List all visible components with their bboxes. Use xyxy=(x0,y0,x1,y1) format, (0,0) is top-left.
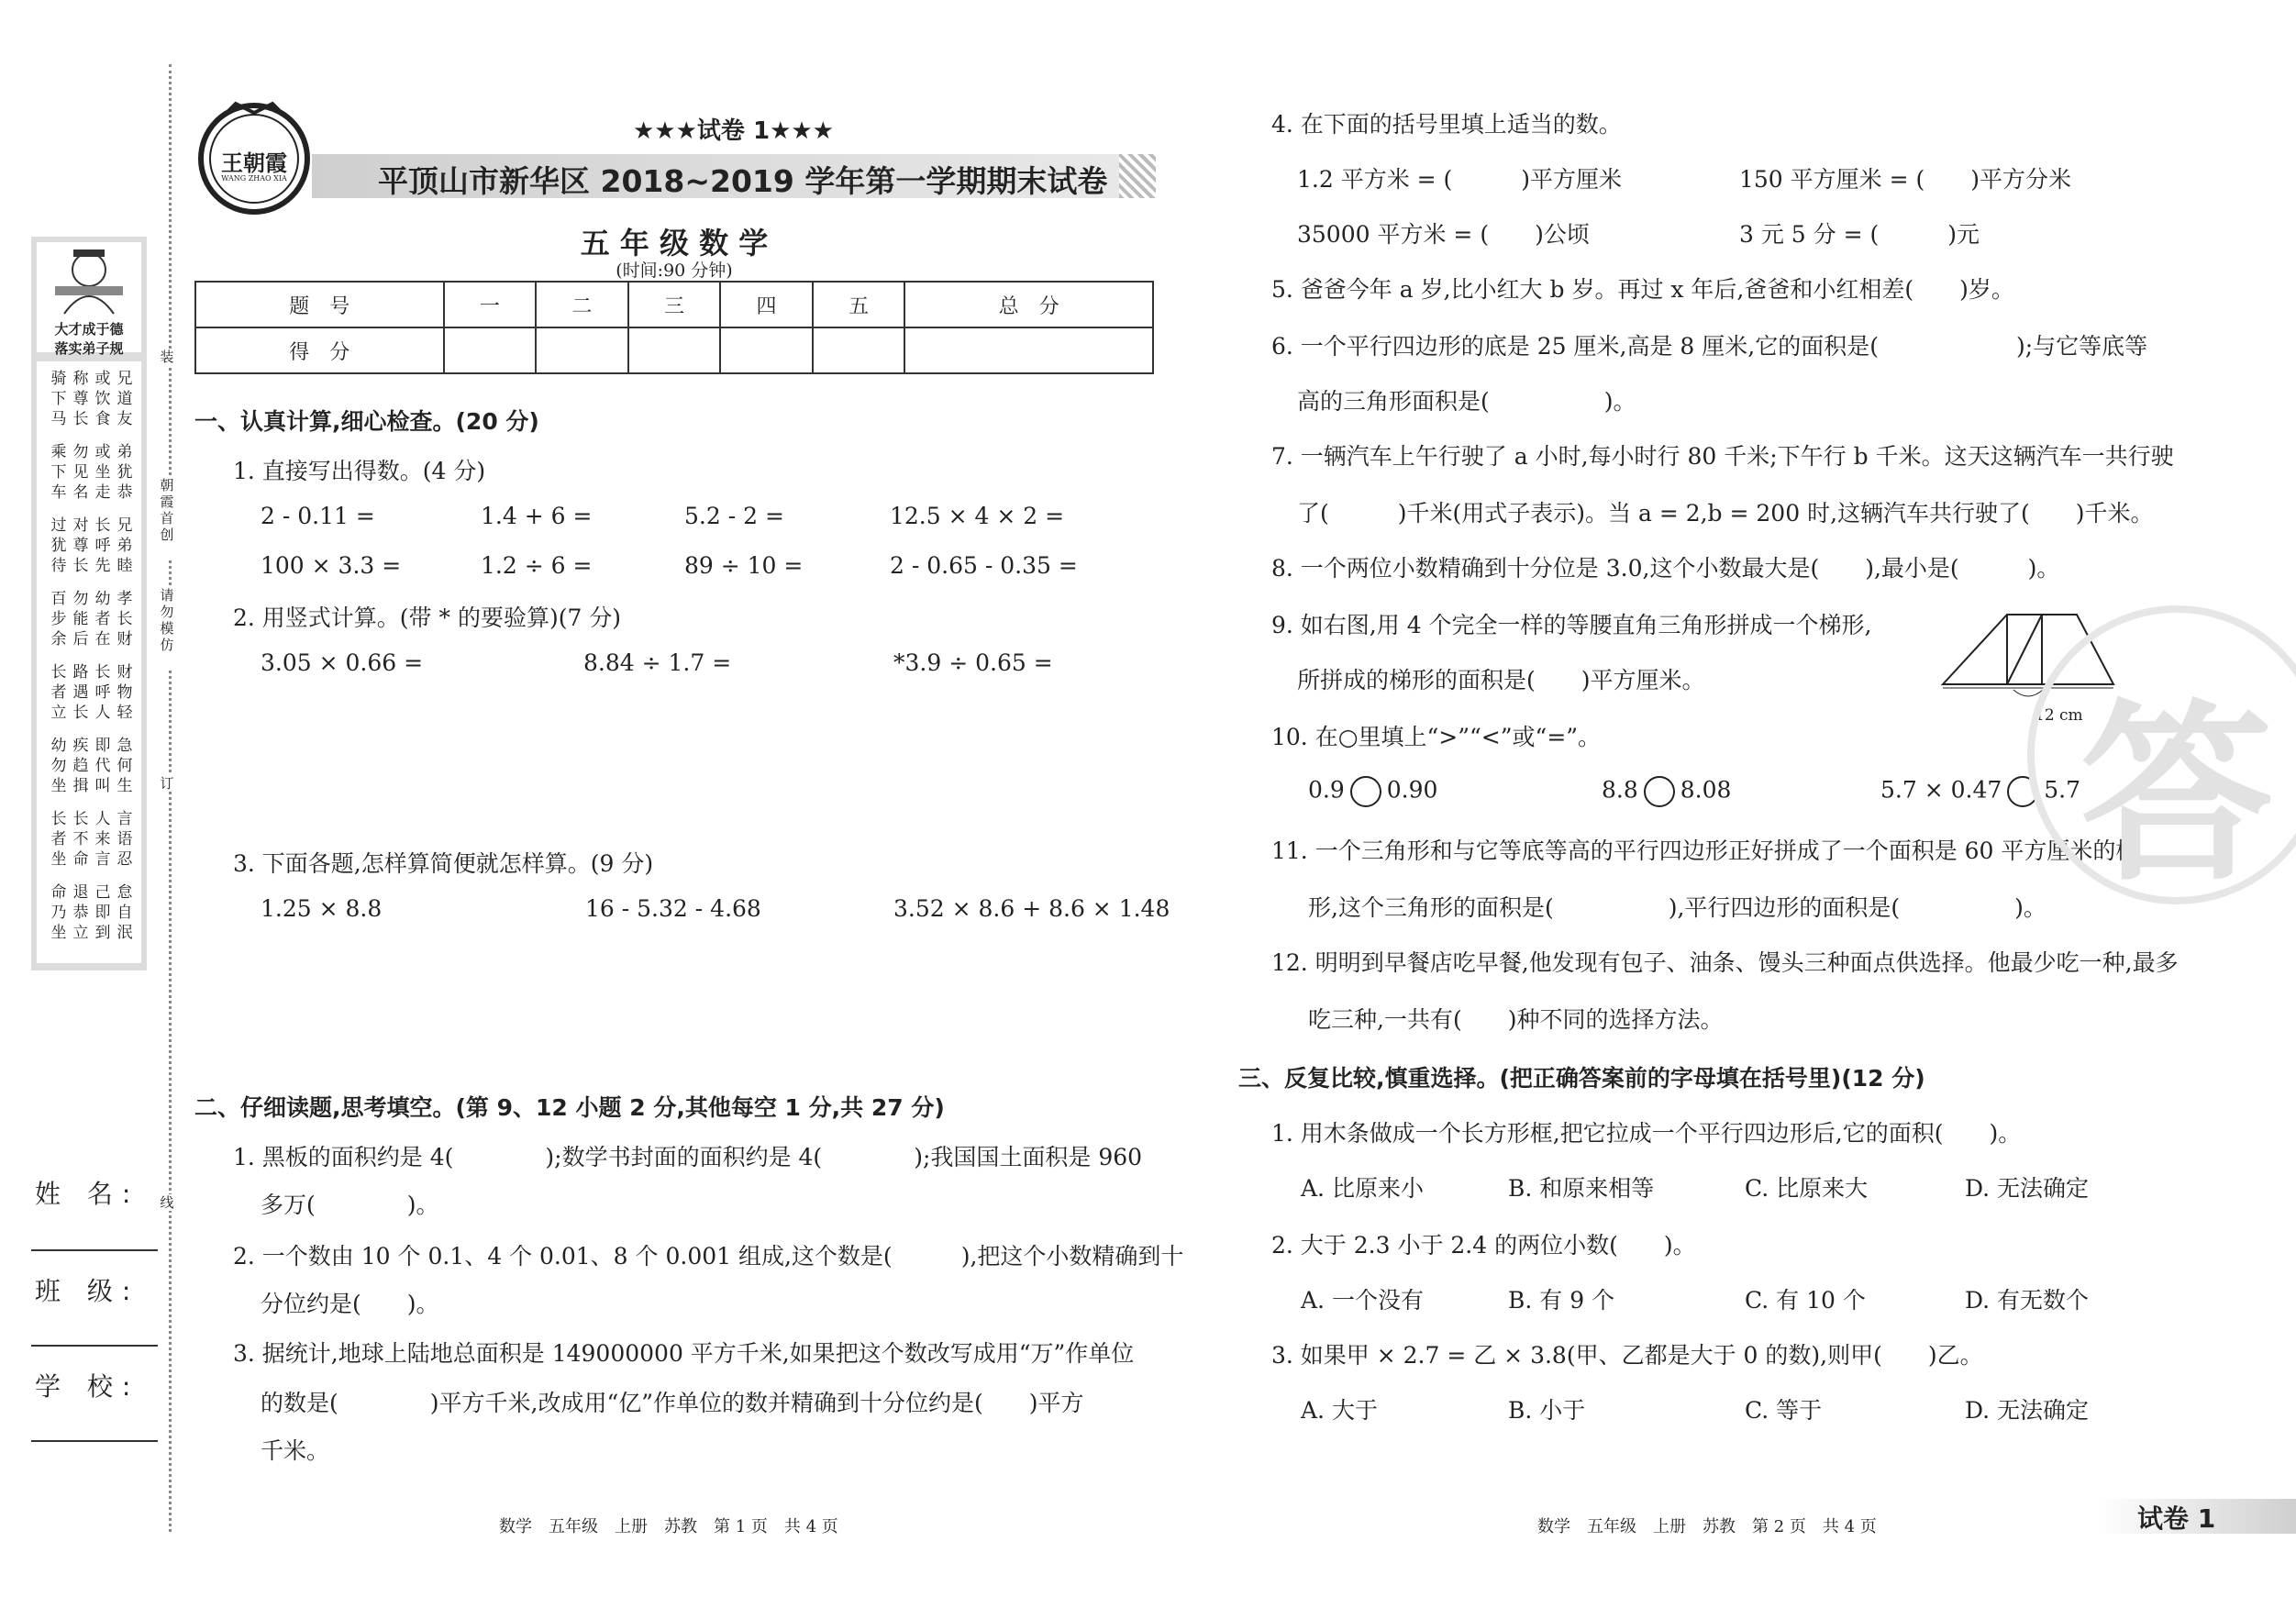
compare-circle[interactable] xyxy=(1350,776,1381,807)
s2-q11b: 形,这个三角形的面积是( ),平行四边形的面积是( )。 xyxy=(1308,894,2046,921)
s3-q2-option[interactable]: C. 有 10 个 xyxy=(1745,1287,1866,1314)
s2-q6b: 高的三角形面积是( )。 xyxy=(1297,388,1636,415)
score-table-header-row xyxy=(195,282,1153,327)
s2-q10-item xyxy=(1308,776,1437,807)
s1-q1-item: 2 - 0.11 = xyxy=(261,503,375,529)
s2-line: 3. 据统计,地球上陆地总面积是 149000000 平方千米,如果把这个数改写成用“万”作单位 xyxy=(233,1340,1135,1367)
score-table xyxy=(194,281,1154,374)
sidebar-rules-panel xyxy=(31,237,147,970)
s2-q4: 4. 在下面的括号里填上适当的数。 xyxy=(1271,111,1622,138)
s3-q3: 3. 如果甲 × 2.7 = 乙 × 3.8(甲、乙都是大于 0 的数),则甲( )乙。 xyxy=(1271,1342,1983,1369)
s2-line: 分位约是( )。 xyxy=(261,1291,439,1317)
brand-logo-sub: WANG ZHAO XIA xyxy=(221,174,287,183)
s3-q2: 2. 大于 2.3 小于 2.4 的两位小数( )。 xyxy=(1271,1232,1696,1259)
score-header-cell: 题 号 xyxy=(195,282,444,327)
score-header-cell: 三 xyxy=(628,282,721,327)
compare-circle[interactable] xyxy=(1644,776,1675,807)
score-row-label: 得 分 xyxy=(195,327,444,373)
rule-column: 言语忍 xyxy=(116,810,133,869)
watermark-stamp xyxy=(2027,605,2296,907)
s2-q12b: 吃三种,一共有( )种不同的选择方法。 xyxy=(1308,1006,1724,1033)
compare-right: 8.08 xyxy=(1680,776,1732,804)
school-label: 学 校: xyxy=(35,1371,140,1402)
rule-column: 勿见名 xyxy=(72,443,89,502)
s2-q4-item: 150 平方厘米 = ( )平方分米 xyxy=(1739,166,2072,193)
section-2-title: 二、仔细读题,思考填空。(第 9、12 小题 2 分,其他每空 1 分,共 27 分) xyxy=(194,1094,945,1121)
rule-column: 路遇长 xyxy=(72,663,89,722)
rule-column: 人来言 xyxy=(94,810,111,869)
watermark-text: 答 xyxy=(2080,682,2273,907)
s2-q5: 5. 爸爸今年 a 岁,比小红大 b 岁。再过 x 年后,爸爸和小红相差( )岁。 xyxy=(1271,276,2014,303)
compare-right: 0.90 xyxy=(1386,776,1438,804)
scholar-illustration xyxy=(37,242,141,357)
rule-column: 孝长财 xyxy=(116,590,133,649)
s3-q1-option[interactable]: C. 比原来大 xyxy=(1745,1175,1869,1202)
exam-title: 平顶山市新华区 2018~2019 学年第一学期期末试卷 xyxy=(378,163,1108,199)
score-cell[interactable] xyxy=(444,327,537,373)
paper-tag: 试卷 1 xyxy=(2137,1503,2216,1534)
s1-q2-item: 8.84 ÷ 1.7 = xyxy=(583,649,732,676)
rule-column: 兄道友 xyxy=(116,370,133,428)
title-band-pattern xyxy=(1119,154,1156,198)
score-header-cell: 二 xyxy=(536,282,628,327)
s2-q9a: 9. 如右图,用 4 个完全一样的等腰直角三角形拼成一个梯形, xyxy=(1271,612,1872,638)
compare-left: 5.7 × 0.47 xyxy=(1880,776,2002,804)
cut-label-3: 请勿模仿 xyxy=(156,587,178,670)
s1-q3: 3. 下面各题,怎样算简便就怎样算。(9 分) xyxy=(233,850,654,877)
rule-column: 己即到 xyxy=(94,883,111,942)
s3-q1-option[interactable]: B. 和原来相等 xyxy=(1508,1175,1655,1202)
rule-column: 长呼人 xyxy=(94,663,111,722)
s1-q3-item: 3.52 × 8.6 + 8.6 × 1.48 xyxy=(893,895,1170,922)
subject-title: 五 年 级 数 学 xyxy=(580,226,769,261)
rule-column: 百步余 xyxy=(50,590,67,649)
figure-label: 12 cm xyxy=(2035,706,2083,725)
s2-line: 千米。 xyxy=(261,1437,330,1464)
rule-column: 对尊长 xyxy=(72,516,89,575)
rule-column: 骑下马 xyxy=(50,370,67,428)
s3-q2-option[interactable]: A. 一个没有 xyxy=(1301,1287,1424,1314)
rule-column: 称尊长 xyxy=(72,370,89,428)
s3-q2-option[interactable]: D. 有无数个 xyxy=(1965,1287,2090,1314)
s3-q3-option[interactable]: A. 大于 xyxy=(1301,1397,1378,1424)
s1-q2: 2. 用竖式计算。(带 * 的要验算)(7 分) xyxy=(233,604,622,631)
brand-logo-name: 王朝霞 xyxy=(221,150,287,176)
score-cell[interactable] xyxy=(536,327,628,373)
compare-left: 0.9 xyxy=(1308,776,1345,804)
s3-q1-option[interactable]: D. 无法确定 xyxy=(1965,1175,2090,1202)
score-header-cell: 五 xyxy=(813,282,905,327)
rule-column: 长者坐 xyxy=(50,810,67,869)
s2-line: 1. 黑板的面积约是 4( );数学书封面的面积约是 4( );我国国土面积是 960 xyxy=(233,1144,1143,1170)
s2-q10: 10. 在○里填上“>”“<”或“=”。 xyxy=(1271,724,1602,750)
s1-q2-item: *3.9 ÷ 0.65 = xyxy=(893,649,1053,676)
name-line[interactable] xyxy=(31,1249,158,1251)
s1-q1-item: 100 × 3.3 = xyxy=(261,552,402,579)
s3-q3-option[interactable]: B. 小于 xyxy=(1508,1397,1586,1424)
s1-q1: 1. 直接写出得数。(4 分) xyxy=(233,458,486,484)
cut-label-2: 朝霞首创 xyxy=(156,477,178,560)
exam-time: (时间:90 分钟) xyxy=(616,261,733,281)
s2-line: 2. 一个数由 10 个 0.1、4 个 0.01、8 个 0.001 组成,这个数是( ),把这个小数精确到十 xyxy=(233,1243,1184,1270)
footer-left: 数学 五年级 上册 苏教 第 1 页 共 4 页 xyxy=(499,1517,838,1536)
rule-column: 或坐走 xyxy=(94,443,111,502)
rule-column: 兄弟睦 xyxy=(116,516,133,575)
score-header-cell: 总 分 xyxy=(904,282,1153,327)
s2-q11a: 11. 一个三角形和与它等底等高的平行四边形正好拼成了一个面积是 60 平方厘米的梯 xyxy=(1271,837,2139,864)
rule-column: 过犹待 xyxy=(50,516,67,575)
rule-column: 命乃坐 xyxy=(50,883,67,942)
name-label: 姓 名: xyxy=(35,1179,140,1209)
s2-q7b: 了( )千米(用式子表示)。当 a = 2,b = 200 时,这辆汽车共行驶了( )千米。 xyxy=(1297,500,2154,527)
school-line[interactable] xyxy=(31,1440,158,1442)
s3-q2-option[interactable]: B. 有 9 个 xyxy=(1508,1287,1615,1314)
section-3-title: 三、反复比较,慎重选择。(把正确答案前的字母填在括号里)(12 分) xyxy=(1238,1065,1925,1092)
rule-column: 幼勿坐 xyxy=(50,737,67,795)
score-cell[interactable] xyxy=(904,327,1153,373)
s1-q1-item: 1.2 ÷ 6 = xyxy=(481,552,593,579)
s3-q3-option[interactable]: D. 无法确定 xyxy=(1965,1397,2090,1424)
s2-q9b: 所拼成的梯形的面积是( )平方厘米。 xyxy=(1297,667,1705,693)
cut-label-4: 订 xyxy=(156,775,178,792)
rule-column: 长呼先 xyxy=(94,516,111,575)
rule-column: 乘下车 xyxy=(50,443,67,502)
s3-q1-option[interactable]: A. 比原来小 xyxy=(1301,1175,1424,1202)
rule-column: 幼者在 xyxy=(94,590,111,649)
s2-line: 的数是( )平方千米,改成用“亿”作单位的数并精确到十分位约是( )平方 xyxy=(261,1390,1084,1416)
score-cell[interactable] xyxy=(813,327,905,373)
score-header-cell: 一 xyxy=(444,282,537,327)
compare-right: 5.7 xyxy=(2044,776,2081,804)
rule-column: 疾趋揖 xyxy=(72,737,89,795)
score-cell[interactable] xyxy=(628,327,721,373)
paper-label: ★★★试卷 1★★★ xyxy=(633,117,834,145)
s2-q10-item xyxy=(1602,776,1731,807)
rule-column: 退恭立 xyxy=(72,883,89,942)
rule-column: 急何生 xyxy=(116,737,133,795)
class-line[interactable] xyxy=(31,1345,158,1347)
score-header-cell: 四 xyxy=(720,282,813,327)
s2-q7a: 7. 一辆汽车上午行驶了 a 小时,每小时行 80 千米;下午行 b 千米。这天这辆汽车一共行驶 xyxy=(1271,443,2174,470)
rule-column: 长不命 xyxy=(72,810,89,869)
score-table-score-row xyxy=(195,327,1153,373)
s1-q1-item: 1.4 + 6 = xyxy=(481,503,593,529)
section-1-title: 一、认真计算,细心检查。(20 分) xyxy=(194,408,539,435)
rule-column: 或饮食 xyxy=(94,370,111,428)
class-label: 班 级: xyxy=(35,1276,140,1306)
s2-q8: 8. 一个两位小数精确到十分位是 3.0,这个小数最大是( ),最小是( )。 xyxy=(1271,555,2060,582)
s1-q3-item: 1.25 × 8.8 xyxy=(261,895,383,922)
s3-q3-option[interactable]: C. 等于 xyxy=(1745,1397,1823,1424)
cut-label-5: 线 xyxy=(156,1194,178,1211)
s2-q4-item: 35000 平方米 = ( )公顷 xyxy=(1297,221,1590,248)
motto-2: 落实弟子规 xyxy=(54,340,124,357)
s1-q2-item: 3.05 × 0.66 = xyxy=(261,649,424,676)
s2-q4-item: 1.2 平方米 = ( )平方厘米 xyxy=(1297,166,1623,193)
footer-right: 数学 五年级 上册 苏教 第 2 页 共 4 页 xyxy=(1537,1517,1877,1536)
rules-text-box xyxy=(37,361,141,963)
rule-column: 弟犹恭 xyxy=(116,443,133,502)
s1-q1-item: 5.2 - 2 = xyxy=(684,503,784,529)
rule-column: 即代叫 xyxy=(94,737,111,795)
s2-line: 多万( )。 xyxy=(261,1192,439,1218)
s3-q1: 1. 用木条做成一个长方形框,把它拉成一个平行四边形后,它的面积( )。 xyxy=(1271,1120,2022,1147)
rule-column: 财物轻 xyxy=(116,663,133,722)
s1-q1-item: 12.5 × 4 × 2 = xyxy=(890,503,1065,529)
compare-left: 8.8 xyxy=(1602,776,1638,804)
score-cell[interactable] xyxy=(720,327,813,373)
cut-line xyxy=(169,64,172,1532)
s2-q6a: 6. 一个平行四边形的底是 25 厘米,高是 8 厘米,它的面积是( );与它等底等 xyxy=(1271,333,2148,360)
brand-logo xyxy=(194,99,314,218)
s2-q4-item: 3 元 5 分 = ( )元 xyxy=(1739,221,1980,248)
motto-1: 大才成于德 xyxy=(54,321,124,338)
rule-column: 长者立 xyxy=(50,663,67,722)
s1-q3-item: 16 - 5.32 - 4.68 xyxy=(585,895,761,922)
rule-column: 勿能后 xyxy=(72,590,89,649)
rule-column: 怠自泯 xyxy=(116,883,133,942)
cut-label-1: 装 xyxy=(156,349,178,365)
s1-q1-item: 89 ÷ 10 = xyxy=(684,552,804,579)
s1-q1-item: 2 - 0.65 - 0.35 = xyxy=(890,552,1078,579)
s2-q12a: 12. 明明到早餐店吃早餐,他发现有包子、油条、馒头三种面点供选择。他最少吃一种,最多 xyxy=(1271,949,2179,976)
